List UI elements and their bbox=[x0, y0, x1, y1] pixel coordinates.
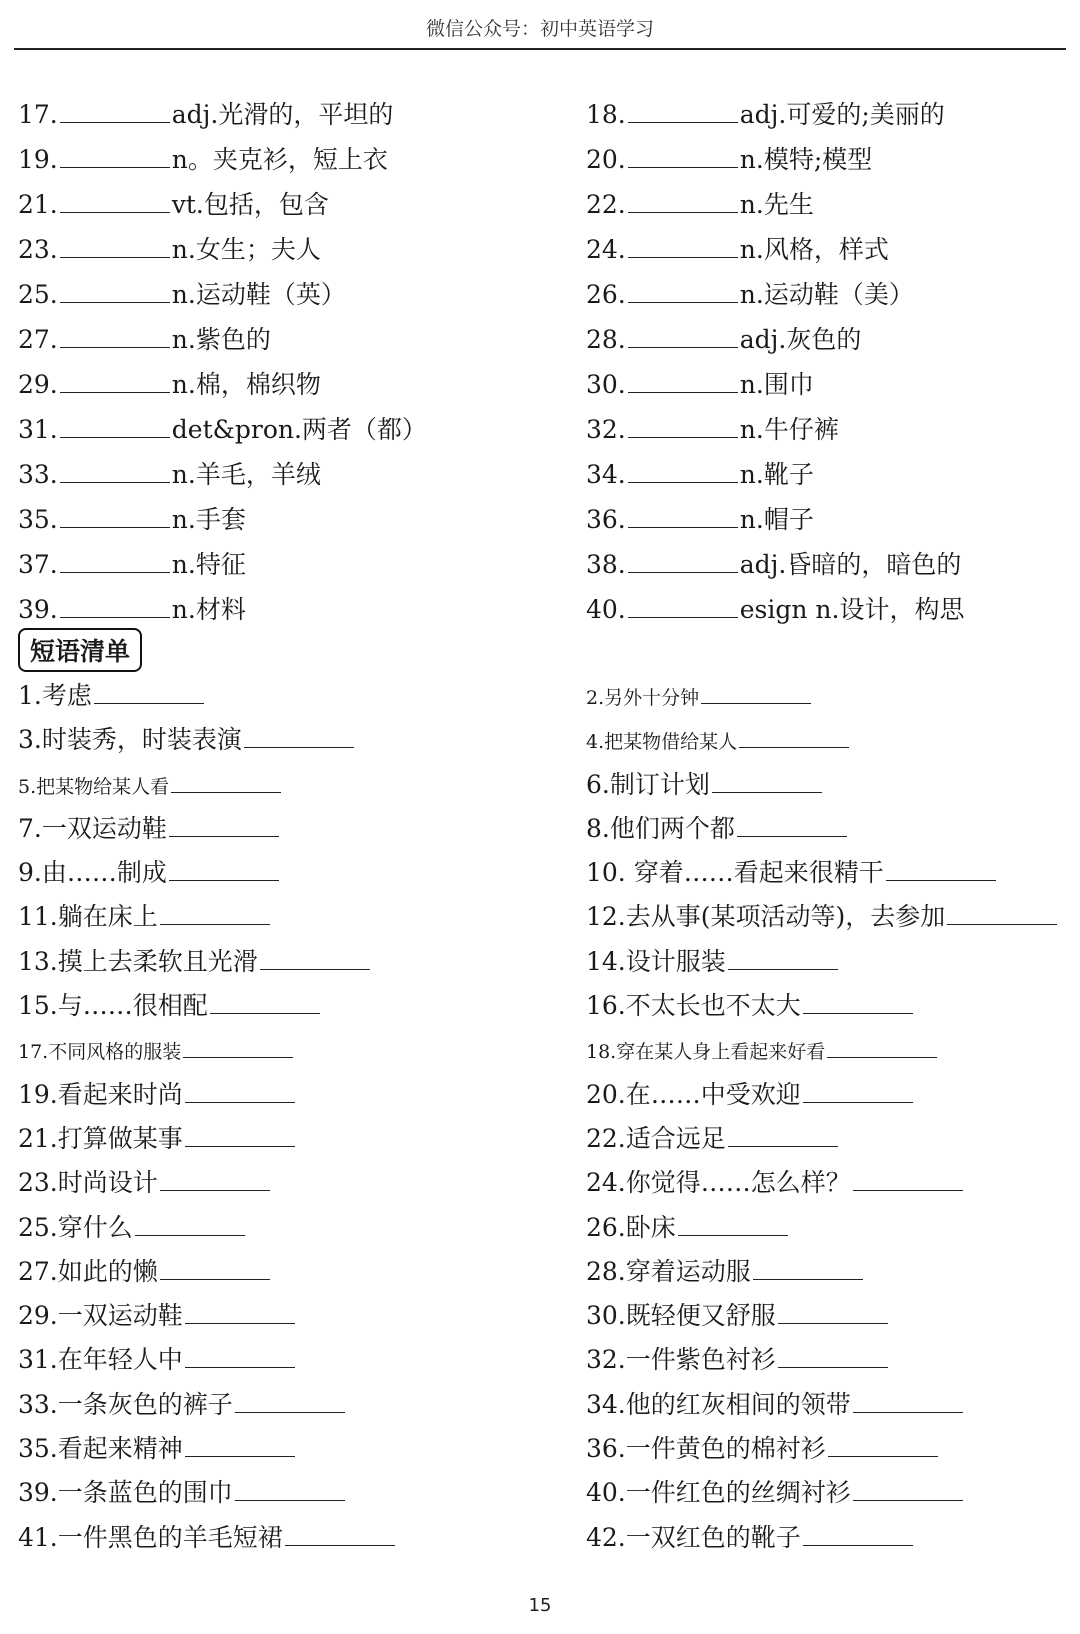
item-number: 40. bbox=[586, 595, 626, 624]
answer-blank[interactable] bbox=[853, 1388, 963, 1413]
phrase-row bbox=[18, 1382, 1068, 1426]
answer-blank[interactable] bbox=[171, 768, 281, 793]
phrase-text: 15.与……很相配 bbox=[18, 991, 208, 1021]
phrase-item bbox=[18, 1293, 297, 1338]
vocab-item bbox=[18, 137, 388, 182]
answer-blank[interactable] bbox=[628, 98, 738, 123]
item-number: 28. bbox=[586, 325, 626, 354]
phrase-item bbox=[586, 1160, 965, 1205]
item-definition: n.手套 bbox=[171, 505, 246, 534]
answer-blank[interactable] bbox=[628, 548, 738, 573]
phrase-text: 9.由……制成 bbox=[18, 858, 167, 888]
item-number: 22. bbox=[586, 190, 626, 219]
phrase-item bbox=[586, 1205, 790, 1250]
phrase-text: 34.他的红灰相间的领带 bbox=[586, 1389, 851, 1419]
phrase-item bbox=[586, 1337, 890, 1382]
phrase-text: 12.去从事(某项活动等)，去参加 bbox=[586, 902, 946, 932]
answer-blank[interactable] bbox=[701, 679, 811, 704]
vocab-item bbox=[586, 182, 814, 227]
answer-blank[interactable] bbox=[628, 188, 738, 213]
phrase-text: 35.看起来精神 bbox=[18, 1434, 183, 1464]
phrase-item bbox=[18, 806, 281, 851]
vocab-row bbox=[18, 452, 1068, 497]
phrase-text: 7.一双运动鞋 bbox=[18, 813, 167, 843]
vocab-item bbox=[586, 587, 965, 632]
phrase-text: 20.在……中受欢迎 bbox=[586, 1079, 801, 1109]
answer-blank[interactable] bbox=[628, 233, 738, 258]
item-number: 26. bbox=[586, 280, 626, 309]
phrase-item bbox=[18, 673, 206, 718]
answer-blank[interactable] bbox=[828, 1432, 938, 1457]
vocab-row bbox=[18, 542, 1068, 587]
phrase-item bbox=[18, 894, 272, 939]
item-definition: n.女生；夫人 bbox=[171, 235, 321, 264]
phrase-item bbox=[586, 806, 849, 851]
answer-blank[interactable] bbox=[728, 1122, 838, 1147]
phrase-item bbox=[586, 1470, 965, 1515]
vocab-row bbox=[18, 137, 1068, 182]
phrase-item bbox=[586, 1515, 915, 1560]
phrase-item bbox=[586, 1293, 890, 1338]
phrase-text: 10. 穿着……看起来很精干 bbox=[586, 858, 884, 888]
phrase-row bbox=[18, 1027, 1068, 1071]
phrase-text: 32.一件紫色衬衫 bbox=[586, 1345, 776, 1375]
phrase-row bbox=[18, 762, 1068, 806]
vocab-item bbox=[18, 317, 271, 362]
vocab-row bbox=[18, 92, 1068, 137]
phrase-row bbox=[18, 1160, 1068, 1204]
phrase-text: 30.既轻便又舒服 bbox=[586, 1301, 776, 1331]
answer-blank[interactable] bbox=[169, 812, 279, 837]
vocab-item bbox=[18, 182, 329, 227]
vocab-item bbox=[586, 452, 814, 497]
phrase-row bbox=[18, 983, 1068, 1027]
item-definition: n.运动鞋（美） bbox=[739, 280, 914, 309]
vocab-row bbox=[18, 227, 1068, 272]
phrase-item bbox=[586, 717, 851, 765]
answer-blank[interactable] bbox=[803, 1521, 913, 1546]
phrase-item bbox=[586, 1426, 940, 1471]
vocab-item bbox=[18, 542, 246, 587]
phrase-row bbox=[18, 1470, 1068, 1514]
phrase-row bbox=[18, 1426, 1068, 1470]
answer-blank[interactable] bbox=[628, 278, 738, 303]
item-number: 25. bbox=[18, 280, 58, 309]
phrase-text: 42.一双红色的靴子 bbox=[586, 1522, 801, 1552]
answer-blank[interactable] bbox=[260, 945, 370, 970]
item-number: 27. bbox=[18, 325, 58, 354]
vocab-item bbox=[18, 587, 246, 632]
phrase-item bbox=[18, 1027, 295, 1075]
phrase-item bbox=[18, 1337, 297, 1382]
phrase-text: 31.在年轻人中 bbox=[18, 1345, 183, 1375]
vocab-item bbox=[586, 317, 861, 362]
phrase-item bbox=[18, 983, 322, 1028]
vocab-item bbox=[18, 272, 346, 317]
answer-blank[interactable] bbox=[60, 548, 170, 573]
phrase-text: 14.设计服装 bbox=[586, 946, 726, 976]
item-definition: det&pron.两者（都） bbox=[171, 415, 427, 444]
answer-blank[interactable] bbox=[60, 278, 170, 303]
item-definition: adj.光滑的，平坦的 bbox=[171, 100, 394, 129]
answer-blank[interactable] bbox=[886, 856, 996, 881]
answer-blank[interactable] bbox=[160, 1255, 270, 1280]
vocab-item bbox=[18, 362, 321, 407]
phrase-text: 18.穿在某人身上看起来好看 bbox=[586, 1041, 826, 1064]
item-number: 33. bbox=[18, 460, 58, 489]
vocab-row bbox=[18, 272, 1068, 317]
phrase-row bbox=[18, 673, 1068, 717]
answer-blank[interactable] bbox=[60, 413, 170, 438]
answer-blank[interactable] bbox=[628, 143, 738, 168]
phrase-item bbox=[18, 1382, 347, 1427]
phrase-item bbox=[586, 762, 824, 807]
section-title: 短语清单 bbox=[18, 628, 142, 672]
phrase-text: 40.一件红色的丝绸衬衫 bbox=[586, 1478, 851, 1508]
answer-blank[interactable] bbox=[185, 1343, 295, 1368]
vocab-item bbox=[18, 452, 321, 497]
phrase-text: 5.把某物给某人看 bbox=[18, 775, 170, 798]
phrase-item bbox=[586, 1249, 865, 1294]
item-definition: n.牛仔裤 bbox=[739, 415, 839, 444]
vocab-item bbox=[586, 92, 945, 137]
phrase-item bbox=[18, 1116, 297, 1161]
phrase-item bbox=[18, 1515, 397, 1560]
vocab-row bbox=[18, 362, 1068, 407]
answer-blank[interactable] bbox=[778, 1299, 888, 1324]
phrase-item bbox=[18, 1426, 297, 1471]
answer-blank[interactable] bbox=[628, 413, 738, 438]
item-definition: n.羊毛，羊绒 bbox=[171, 460, 321, 489]
answer-blank[interactable] bbox=[60, 233, 170, 258]
phrase-item bbox=[586, 673, 813, 721]
vocab-row bbox=[18, 587, 1068, 632]
answer-blank[interactable] bbox=[60, 98, 170, 123]
phrase-text: 28.穿着运动服 bbox=[586, 1256, 751, 1286]
phrase-row bbox=[18, 1515, 1068, 1559]
item-number: 30. bbox=[586, 370, 626, 399]
phrase-item bbox=[18, 1160, 272, 1205]
vocab-item bbox=[586, 272, 914, 317]
answer-blank[interactable] bbox=[235, 1476, 345, 1501]
vocab-item bbox=[586, 362, 814, 407]
vocab-item bbox=[586, 227, 889, 272]
answer-blank[interactable] bbox=[678, 1211, 788, 1236]
page-header bbox=[14, 0, 1066, 50]
phrase-item bbox=[18, 850, 281, 895]
phrase-item bbox=[18, 717, 356, 762]
item-definition: n.棉，棉织物 bbox=[171, 370, 321, 399]
item-definition: n.材料 bbox=[171, 595, 246, 624]
answer-blank[interactable] bbox=[853, 1476, 963, 1501]
vocab-row bbox=[18, 182, 1068, 227]
answer-blank[interactable] bbox=[628, 368, 738, 393]
vocab-row bbox=[18, 407, 1068, 452]
answer-blank[interactable] bbox=[244, 723, 354, 748]
phrase-text: 36.一件黄色的棉衬衫 bbox=[586, 1434, 826, 1464]
phrase-text: 23.时尚设计 bbox=[18, 1168, 158, 1198]
vocab-row bbox=[18, 497, 1068, 542]
vocab-item bbox=[586, 137, 872, 182]
item-number: 20. bbox=[586, 145, 626, 174]
answer-blank[interactable] bbox=[60, 143, 170, 168]
answer-blank[interactable] bbox=[628, 323, 738, 348]
item-number: 35. bbox=[18, 505, 58, 534]
item-definition: esign n.设计，构思 bbox=[739, 595, 965, 624]
item-number: 38. bbox=[586, 550, 626, 579]
vocab-row bbox=[18, 317, 1068, 362]
item-definition: vt.包括，包含 bbox=[171, 190, 329, 219]
vocab-item bbox=[586, 542, 961, 587]
phrase-text: 8.他们两个都 bbox=[586, 813, 735, 843]
phrase-text: 22.适合远足 bbox=[586, 1123, 726, 1153]
phrase-text: 33.一条灰色的裤子 bbox=[18, 1389, 233, 1419]
phrase-item bbox=[18, 1072, 297, 1117]
phrase-item bbox=[586, 894, 1059, 939]
phrase-text: 24.你觉得……怎么样？ bbox=[586, 1168, 851, 1198]
answer-blank[interactable] bbox=[947, 900, 1057, 925]
item-number: 24. bbox=[586, 235, 626, 264]
item-definition: adj.灰色的 bbox=[739, 325, 862, 354]
item-definition: n.帽子 bbox=[739, 505, 814, 534]
answer-blank[interactable] bbox=[628, 503, 738, 528]
phrase-row bbox=[18, 894, 1068, 938]
page-number: 15 bbox=[528, 1595, 552, 1616]
item-definition: n.特征 bbox=[171, 550, 246, 579]
answer-blank[interactable] bbox=[60, 593, 170, 618]
answer-blank[interactable] bbox=[60, 188, 170, 213]
item-number: 39. bbox=[18, 595, 58, 624]
answer-blank[interactable] bbox=[737, 812, 847, 837]
answer-blank[interactable] bbox=[185, 1432, 295, 1457]
phrase-item bbox=[586, 1382, 965, 1427]
answer-blank[interactable] bbox=[94, 679, 204, 704]
answer-blank[interactable] bbox=[803, 989, 913, 1014]
phrase-item bbox=[18, 1470, 347, 1515]
phrase-item bbox=[586, 983, 915, 1028]
answer-blank[interactable] bbox=[183, 1033, 293, 1058]
item-definition: n。夹克衫，短上衣 bbox=[171, 145, 388, 174]
phrase-item bbox=[18, 762, 283, 810]
phrase-item bbox=[586, 1072, 915, 1117]
phrase-row bbox=[18, 717, 1068, 761]
answer-blank[interactable] bbox=[185, 1078, 295, 1103]
item-definition: n.风格，样式 bbox=[739, 235, 889, 264]
phrase-text: 3.时装秀，时装表演 bbox=[18, 725, 242, 755]
answer-blank[interactable] bbox=[60, 368, 170, 393]
item-number: 21. bbox=[18, 190, 58, 219]
phrase-text: 16.不太长也不太大 bbox=[586, 991, 801, 1021]
phrase-row bbox=[18, 1205, 1068, 1249]
answer-blank[interactable] bbox=[185, 1299, 295, 1324]
item-definition: n.模特;模型 bbox=[739, 145, 873, 174]
answer-blank[interactable] bbox=[712, 768, 822, 793]
item-number: 32. bbox=[586, 415, 626, 444]
phrase-text: 13.摸上去柔软且光滑 bbox=[18, 946, 258, 976]
phrase-item bbox=[18, 1205, 247, 1250]
answer-blank[interactable] bbox=[803, 1078, 913, 1103]
phrase-text: 11.躺在床上 bbox=[18, 902, 158, 932]
answer-blank[interactable] bbox=[135, 1211, 245, 1236]
phrase-row bbox=[18, 1116, 1068, 1160]
phrase-text: 6.制订计划 bbox=[586, 769, 710, 799]
phrase-text: 4.把某物借给某人 bbox=[586, 731, 738, 754]
phrase-row bbox=[18, 939, 1068, 983]
answer-blank[interactable] bbox=[628, 458, 738, 483]
answer-blank[interactable] bbox=[739, 723, 849, 748]
item-definition: adj.昏暗的，暗色的 bbox=[739, 550, 962, 579]
phrase-item bbox=[586, 939, 840, 984]
answer-blank[interactable] bbox=[827, 1033, 937, 1058]
phrase-text: 19.看起来时尚 bbox=[18, 1079, 183, 1109]
item-number: 29. bbox=[18, 370, 58, 399]
item-definition: n.紫色的 bbox=[171, 325, 271, 354]
answer-blank[interactable] bbox=[60, 458, 170, 483]
item-number: 19. bbox=[18, 145, 58, 174]
item-definition: adj.可爱的;美丽的 bbox=[739, 100, 945, 129]
answer-blank[interactable] bbox=[160, 1166, 270, 1191]
answer-blank[interactable] bbox=[185, 1122, 295, 1147]
answer-blank[interactable] bbox=[60, 323, 170, 348]
phrase-row bbox=[18, 1337, 1068, 1381]
phrase-row bbox=[18, 1249, 1068, 1293]
phrase-row bbox=[18, 806, 1068, 850]
phrase-text: 39.一条蓝色的围巾 bbox=[18, 1478, 233, 1508]
phrase-text: 17.不同风格的服装 bbox=[18, 1041, 182, 1064]
item-definition: n.运动鞋（英） bbox=[171, 280, 346, 309]
phrase-text: 2.另外十分钟 bbox=[586, 687, 700, 709]
phrase-text: 27.如此的懒 bbox=[18, 1256, 158, 1286]
item-number: 36. bbox=[586, 505, 626, 534]
phrase-item bbox=[18, 939, 372, 984]
answer-blank[interactable] bbox=[160, 900, 270, 925]
phrase-item bbox=[586, 850, 998, 895]
phrase-row bbox=[18, 1072, 1068, 1116]
phrase-row bbox=[18, 1293, 1068, 1337]
phrase-list bbox=[18, 673, 1068, 1559]
phrase-text: 29.一双运动鞋 bbox=[18, 1301, 183, 1331]
answer-blank[interactable] bbox=[628, 593, 738, 618]
vocab-item bbox=[586, 407, 839, 452]
item-number: 34. bbox=[586, 460, 626, 489]
header-title: 微信公众号：初中英语学习 bbox=[425, 18, 654, 40]
answer-blank[interactable] bbox=[778, 1343, 888, 1368]
answer-blank[interactable] bbox=[235, 1388, 345, 1413]
vocab-item bbox=[18, 227, 321, 272]
phrase-text: 1.考虑 bbox=[18, 681, 92, 710]
phrase-text: 41.一件黑色的羊毛短裙 bbox=[18, 1522, 283, 1552]
vocab-item bbox=[586, 497, 814, 542]
phrase-item bbox=[18, 1249, 272, 1294]
vocabulary-list bbox=[18, 92, 1068, 632]
phrase-text: 25.穿什么 bbox=[18, 1212, 133, 1242]
item-number: 23. bbox=[18, 235, 58, 264]
item-definition: n.先生 bbox=[739, 190, 814, 219]
phrase-row bbox=[18, 850, 1068, 894]
answer-blank[interactable] bbox=[853, 1166, 963, 1191]
phrase-text: 21.打算做某事 bbox=[18, 1123, 183, 1153]
item-number: 37. bbox=[18, 550, 58, 579]
item-definition: n.靴子 bbox=[739, 460, 814, 489]
answer-blank[interactable] bbox=[285, 1521, 395, 1546]
item-number: 18. bbox=[586, 100, 626, 129]
phrase-item bbox=[586, 1116, 840, 1161]
vocab-item bbox=[18, 497, 246, 542]
answer-blank[interactable] bbox=[60, 503, 170, 528]
vocab-item bbox=[18, 92, 393, 137]
item-definition: n.围巾 bbox=[739, 370, 814, 399]
phrase-text: 26.卧床 bbox=[586, 1212, 676, 1242]
item-number: 17. bbox=[18, 100, 58, 129]
answer-blank[interactable] bbox=[753, 1255, 863, 1280]
answer-blank[interactable] bbox=[169, 856, 279, 881]
answer-blank[interactable] bbox=[728, 945, 838, 970]
item-number: 31. bbox=[18, 415, 58, 444]
phrase-item bbox=[586, 1027, 939, 1075]
vocab-item bbox=[18, 407, 427, 452]
answer-blank[interactable] bbox=[210, 989, 320, 1014]
